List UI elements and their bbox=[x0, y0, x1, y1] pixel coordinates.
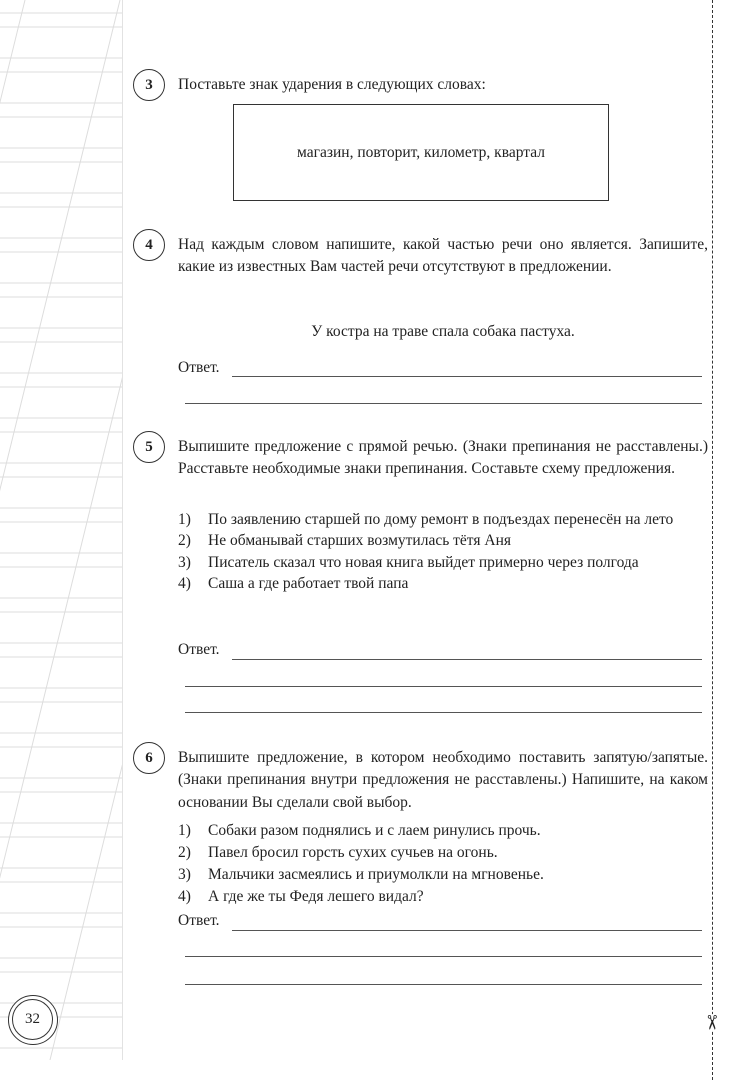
q6-answer-line[interactable] bbox=[232, 930, 702, 931]
option-number: 1) bbox=[178, 822, 191, 839]
option-text: Мальчики засмеялись и приумолкли на мгновенье. bbox=[208, 866, 544, 883]
q3-text: Поставьте знак ударения в следующих словах: bbox=[178, 76, 486, 93]
q6-answer-line[interactable] bbox=[185, 984, 702, 985]
q6-option bbox=[178, 820, 708, 842]
q5-answer-line[interactable] bbox=[232, 659, 702, 660]
q6-answer-line[interactable] bbox=[185, 956, 702, 957]
q3-word-box bbox=[233, 104, 609, 201]
q5-option bbox=[178, 509, 708, 530]
margin-lines bbox=[0, 0, 122, 1060]
option-text: Писатель сказал что новая книга выйдет примерно через полгода bbox=[208, 553, 639, 571]
page-number-badge bbox=[8, 995, 58, 1045]
cut-line bbox=[712, 0, 713, 1080]
q6-options bbox=[178, 820, 708, 908]
q5-option bbox=[178, 573, 708, 594]
q5-option bbox=[178, 552, 708, 573]
q5-option bbox=[178, 530, 708, 551]
q5-answer-line[interactable] bbox=[185, 712, 702, 713]
option-number: 2) bbox=[178, 844, 191, 861]
option-text: Саша а где работает твой папа bbox=[208, 574, 409, 592]
q5-answer-line[interactable] bbox=[185, 686, 702, 687]
question-number-3: 3 bbox=[133, 69, 165, 101]
option-text: Не обманывай старших возмутилась тётя Аня bbox=[208, 532, 511, 550]
q4-sentence: У костра на траве спала собака пастуха. bbox=[311, 323, 575, 340]
q4-answer-line[interactable] bbox=[185, 403, 702, 404]
q6-text: Выпишите предложение, в котором необходимо поставить запятую/запятые. (Знаки препинания внутри предложения не расставлены.) Напишите, на каком основании Вы сделали свой выбор. bbox=[178, 749, 708, 811]
option-number: 4) bbox=[178, 574, 191, 592]
option-number: 3) bbox=[178, 866, 191, 883]
q5-options bbox=[178, 509, 708, 594]
q5-answer-label: Ответ. bbox=[178, 641, 220, 658]
option-number: 1) bbox=[178, 511, 191, 528]
question-number-6: 6 bbox=[133, 742, 165, 774]
option-number: 3) bbox=[178, 553, 191, 571]
question-number-5: 5 bbox=[133, 431, 165, 463]
q6-option bbox=[178, 842, 708, 864]
scissors-icon: ✂ bbox=[699, 1014, 722, 1031]
option-text: По заявлению старшей по дому ремонт в подъездах перенесён на лето bbox=[208, 511, 674, 528]
q4-answer-line[interactable] bbox=[232, 376, 702, 377]
q4-text: Над каждым словом напишите, какой частью речи оно является. Запишите, какие из известных Вам частей речи отсутствуют в предложении. bbox=[178, 236, 708, 276]
option-text: А где же ты Федя лешего видал? bbox=[208, 888, 424, 905]
q6-option bbox=[178, 886, 708, 908]
q6-option bbox=[178, 864, 708, 886]
ruled-margin bbox=[0, 0, 123, 1060]
option-text: Павел бросил горсть сухих сучьев на огонь. bbox=[208, 844, 498, 861]
option-number: 2) bbox=[178, 532, 191, 550]
q6-answer-label: Ответ. bbox=[178, 912, 220, 929]
question-number-4: 4 bbox=[133, 229, 165, 261]
option-number: 4) bbox=[178, 888, 191, 905]
q5-text: Выпишите предложение с прямой речью. (Знаки препинания не расставлены.) Расставьте необходимые знаки препинания. Составьте схему предложения. bbox=[178, 438, 708, 478]
option-text: Собаки разом поднялись и с лаем ринулись прочь. bbox=[208, 822, 541, 839]
q4-answer-label: Ответ. bbox=[178, 359, 220, 376]
q3-words: магазин, повторит, километр, квартал bbox=[297, 143, 545, 161]
page-number: 32 bbox=[12, 999, 53, 1040]
